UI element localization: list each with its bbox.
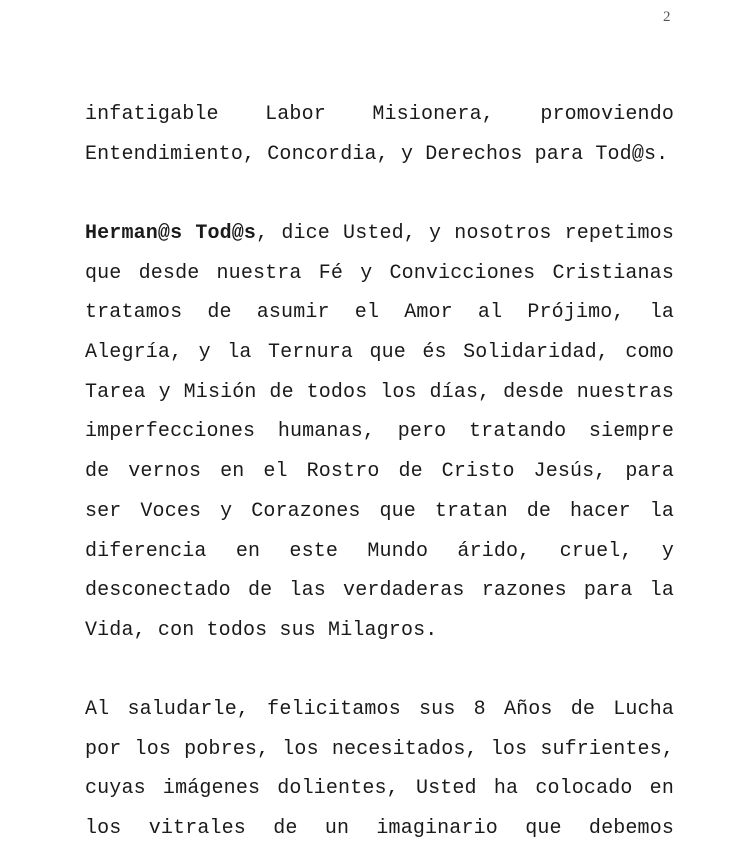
paragraph-2 xyxy=(85,214,674,651)
paragraph-line: Vida, con todos sus Milagros. xyxy=(85,618,438,642)
greeting-bold: Herman@s Tod@s xyxy=(85,222,257,245)
paragraph-line: cuyas imágenes dolientes, Usted ha colocado en xyxy=(85,777,674,801)
paragraph-1 xyxy=(85,95,674,174)
paragraph-line xyxy=(85,214,674,254)
paragraph-line: imperfecciones humanas, pero tratando siempre xyxy=(85,420,674,444)
paragraph-line-rest: , dice Usted, y nosotros repetimos xyxy=(256,222,674,245)
paragraph-line: ser Voces y Corazones que tratan de hacer la xyxy=(85,499,674,523)
paragraph-line: los vitrales de un imaginario que debemos xyxy=(85,817,674,841)
paragraph-line: por los pobres, los necesitados, los sufrientes, xyxy=(85,737,674,761)
paragraph-line: Entendimiento, Concordia, y Derechos para Tod@s. xyxy=(85,142,669,166)
paragraph-line: Tarea y Misión de todos los días, desde nuestras xyxy=(85,380,674,404)
paragraph-line: diferencia en este Mundo árido, cruel, y xyxy=(85,539,674,563)
paragraph-line: de vernos en el Rostro de Cristo Jesús, para xyxy=(85,460,674,484)
paragraph-line: infatigable Labor Misionera, promoviendo xyxy=(85,103,674,126)
paragraph-line: Alegría, y la Ternura que és Solidaridad, como xyxy=(85,341,674,365)
paragraph-line: tratamos de asumir el Amor al Prójimo, la xyxy=(85,301,674,325)
paragraph-line: que desde nuestra Fé y Convicciones Cristianas xyxy=(85,261,674,285)
paragraph-3 xyxy=(85,690,674,849)
page-number: 2 xyxy=(663,9,671,25)
paragraph-line: Al saludarle, felicitamos sus 8 Años de Lucha xyxy=(85,698,674,721)
paragraph-line: desconectado de las verdaderas razones para la xyxy=(85,579,674,603)
